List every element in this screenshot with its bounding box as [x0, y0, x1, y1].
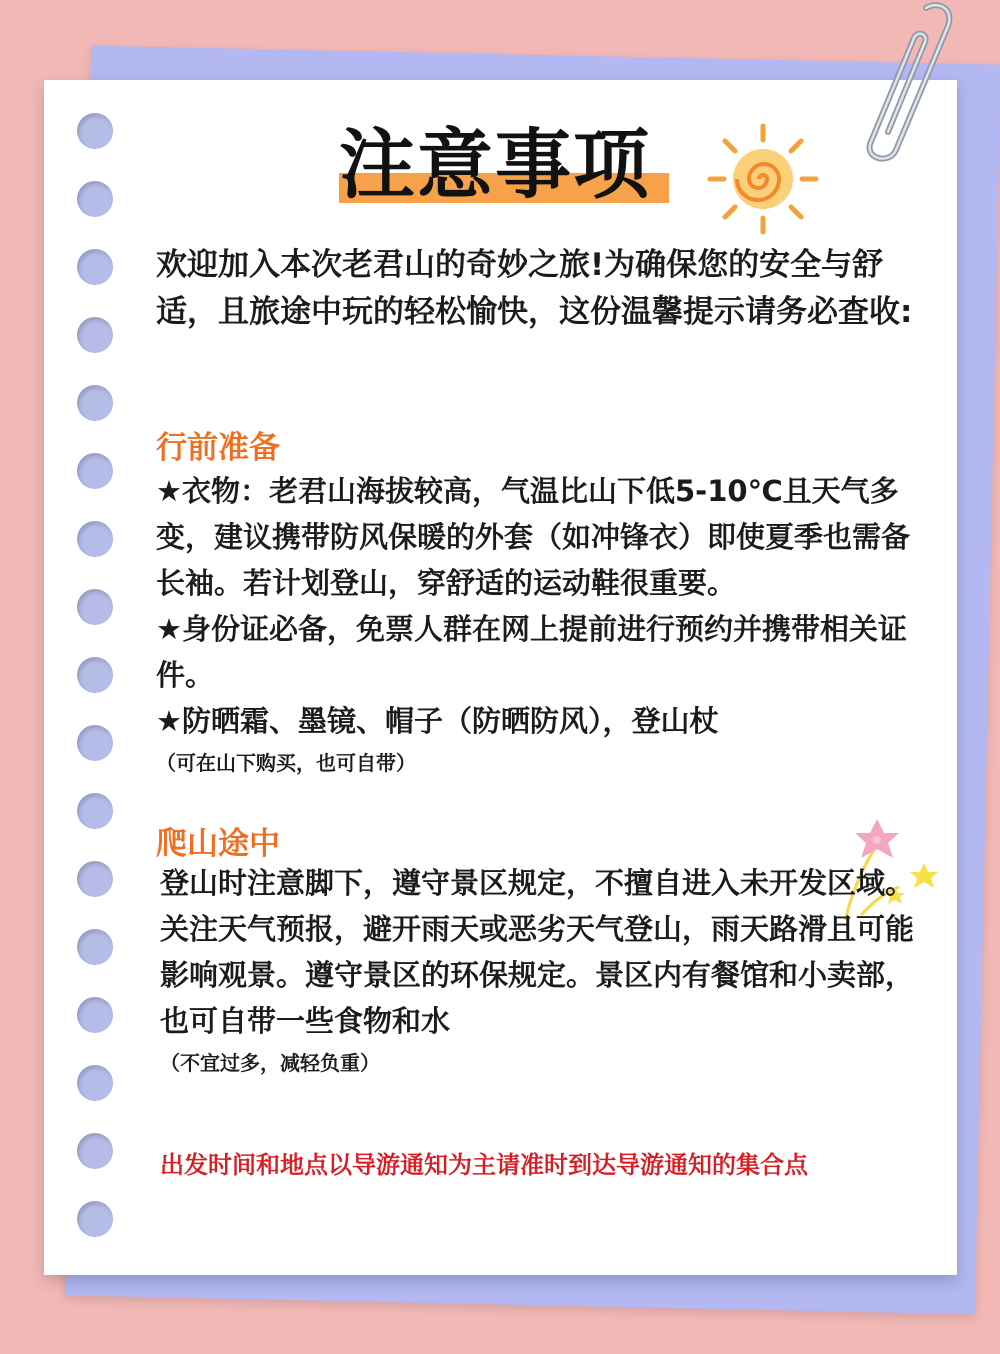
binder-hole — [77, 521, 113, 557]
intro-text: 欢迎加入本次老君山的奇妙之旅!为确保您的安全与舒适，且旅途中玩的轻松愉快，这份温馨提示请务必查收: — [156, 247, 913, 330]
binder-hole — [77, 453, 113, 489]
binder-holes — [44, 80, 144, 1275]
binder-hole — [77, 793, 113, 829]
list-item: ★防晒霜、墨镜、帽子（防晒防风），登山杖 — [156, 704, 719, 738]
binder-hole — [77, 249, 113, 285]
section-heading-climbing: 爬山途中 — [156, 826, 280, 862]
note-paper — [44, 80, 957, 1275]
list-item: ★衣物：老君山海拔较高，气温比山下低5-10℃且天气多变，建议携带防风保暖的外套（如冲锋衣）即使夏季也需备长袖。若计划登山，穿舒适的运动鞋很重要。 — [156, 474, 911, 600]
binder-hole — [77, 725, 113, 761]
preparation-list — [156, 468, 916, 778]
page-title: 注意事项 — [339, 120, 651, 209]
binder-hole — [77, 181, 113, 217]
paperclip-icon — [848, 0, 958, 165]
list-item: ★身份证必备，免票人群在网上提前进行预约并携带相关证件。 — [156, 612, 907, 692]
sun-icon — [704, 120, 822, 238]
title-block — [339, 115, 651, 215]
binder-hole — [77, 589, 113, 625]
binder-hole — [77, 997, 113, 1033]
climbing-note: （不宜过多，减轻负重） — [160, 1051, 380, 1075]
binder-hole — [77, 861, 113, 897]
binder-hole — [77, 317, 113, 353]
section-heading-preparation: 行前准备 — [156, 430, 280, 466]
binder-hole — [77, 1201, 113, 1237]
footer-notice: 出发时间和地点以导游通知为主请准时到达导游通知的集合点 — [160, 1151, 808, 1179]
list-item-note: （可在山下购买，也可自带） — [156, 751, 416, 775]
binder-hole — [77, 1065, 113, 1101]
binder-hole — [77, 385, 113, 421]
climbing-text-block — [160, 860, 920, 1078]
binder-hole — [77, 657, 113, 693]
binder-hole — [77, 1133, 113, 1169]
binder-hole — [77, 113, 113, 149]
climbing-text: 登山时注意脚下，遵守景区规定，不擅自进入未开发区域。关注天气预报，避开雨天或恶劣天气登山，雨天路滑且可能影响观景。遵守景区的环保规定。景区内有餐馆和小卖部，也可自带一些食物和水 — [160, 866, 915, 1038]
binder-hole — [77, 929, 113, 965]
